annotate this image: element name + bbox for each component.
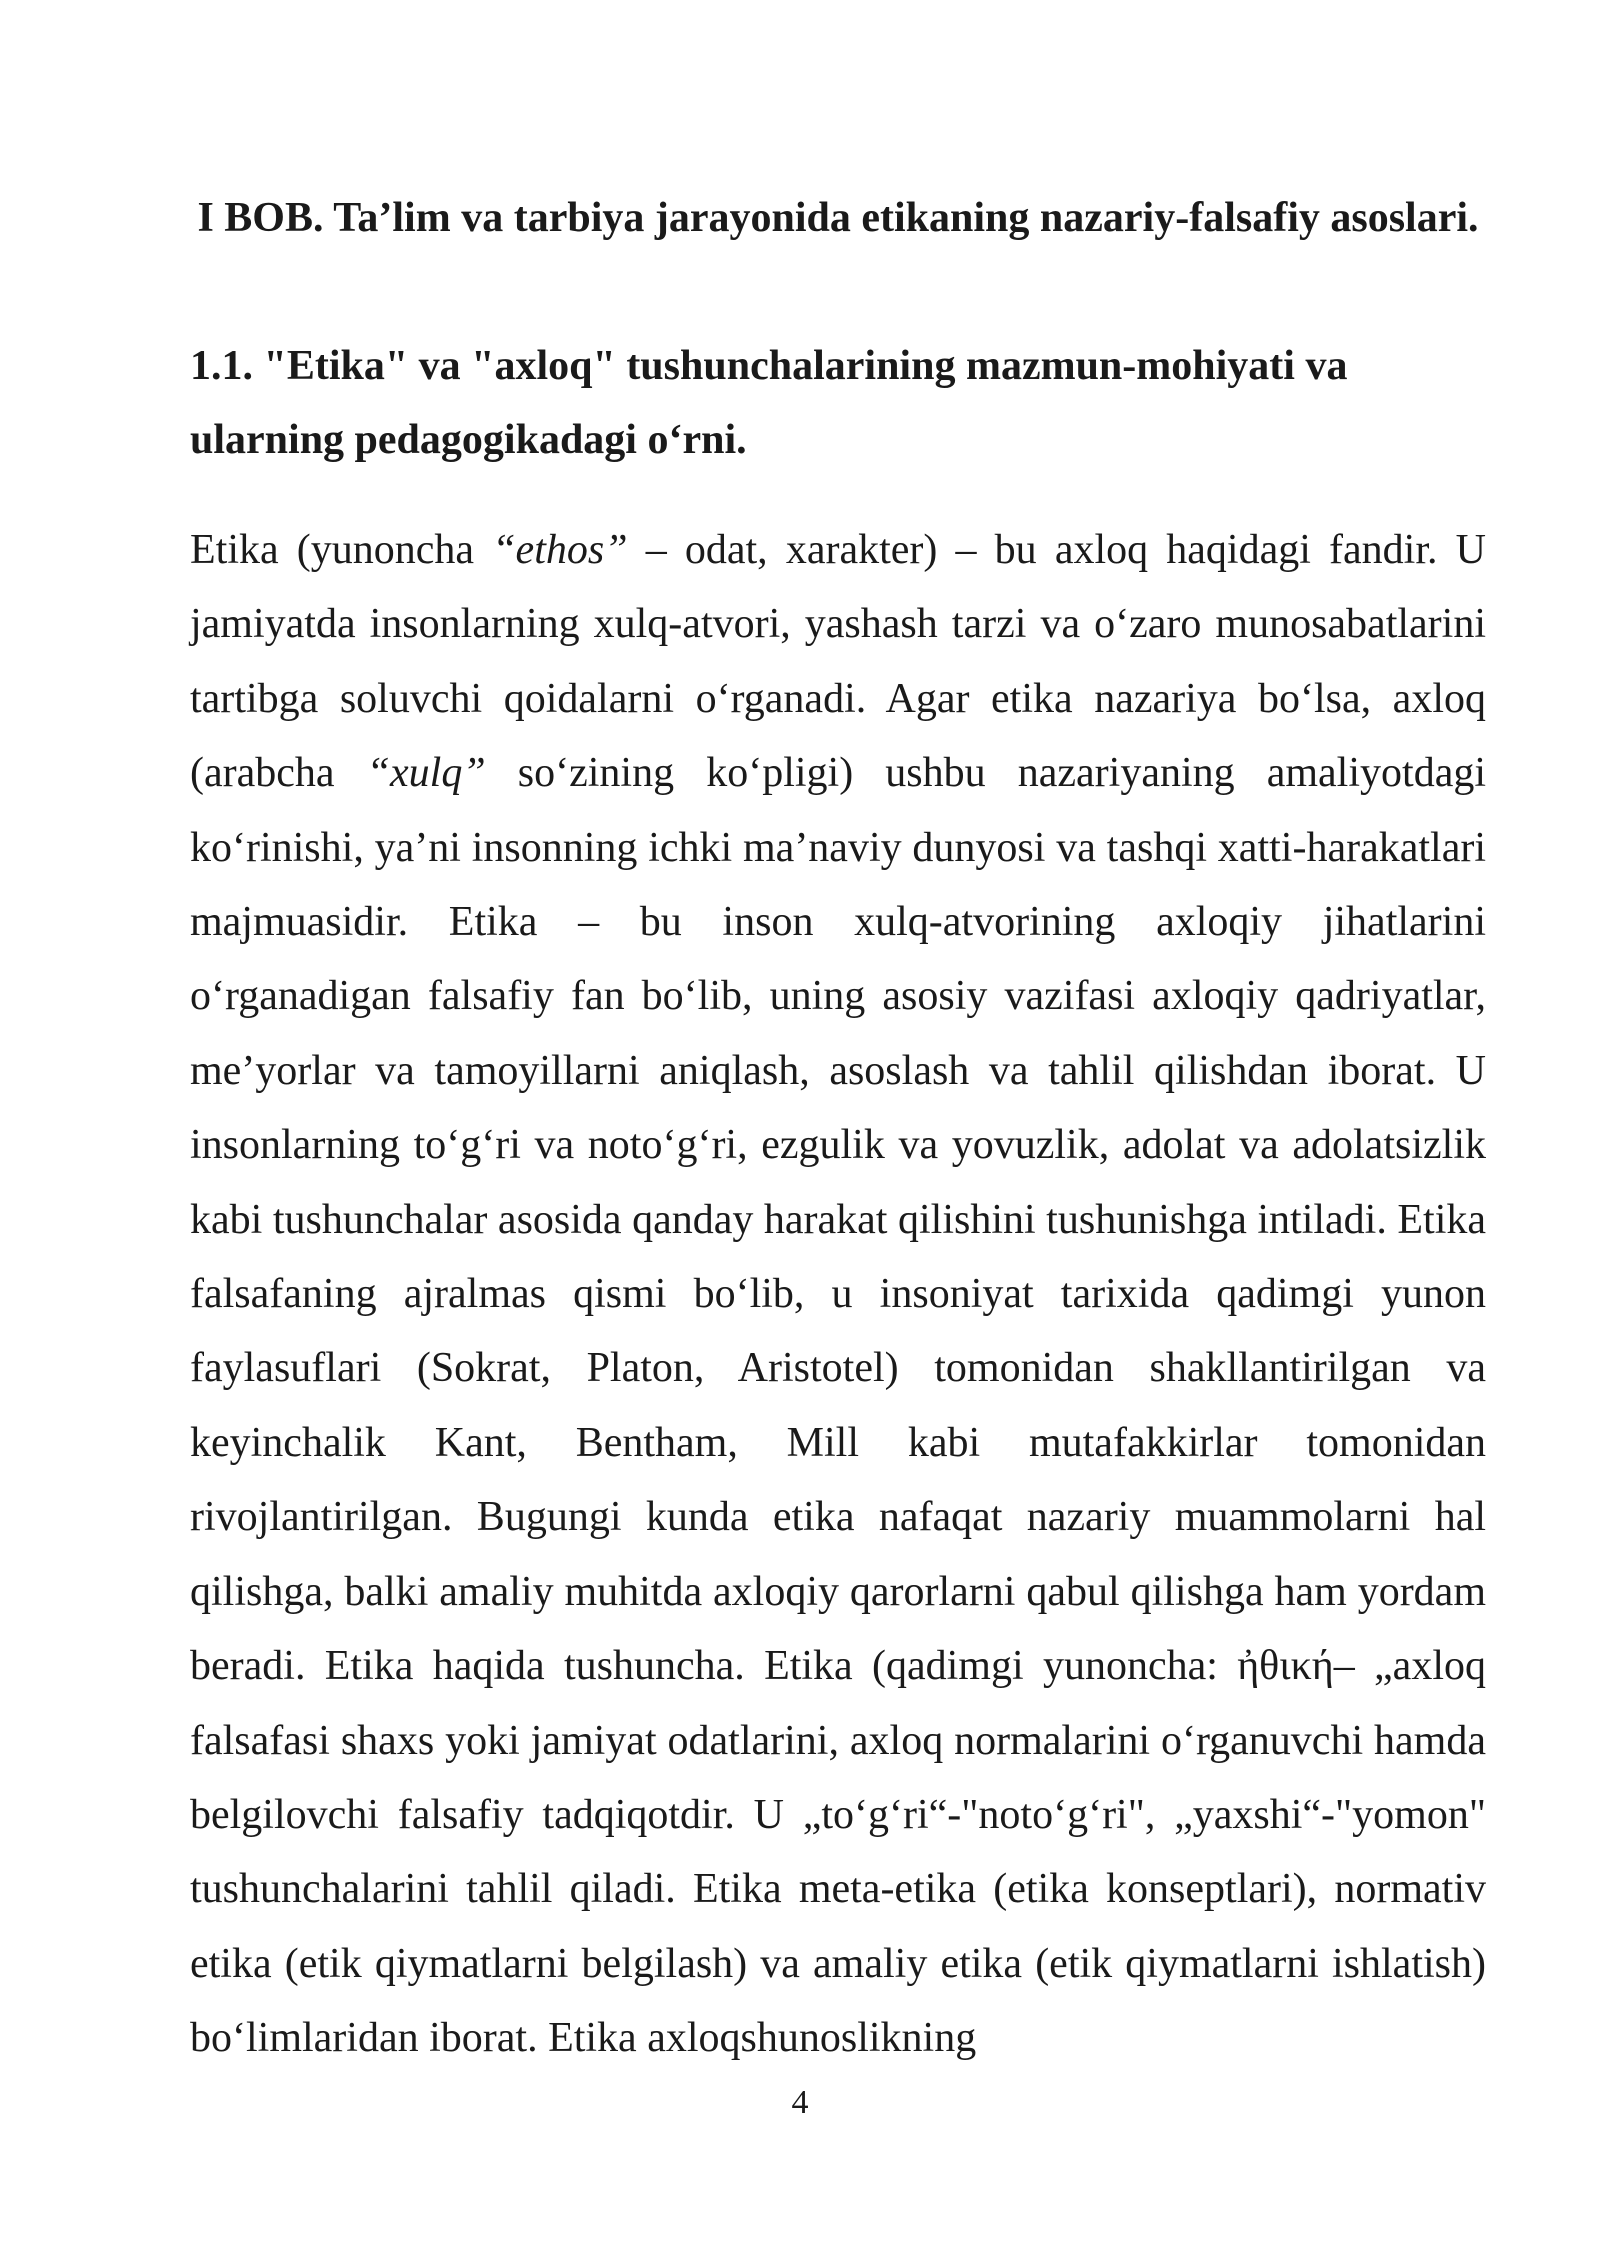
page-number: 4 <box>791 2084 809 2121</box>
body-paragraph <box>190 513 1486 2076</box>
paragraph-text-2: – odat, xarakter) – bu axloq haqidagi fandir. U jamiyatda insonlarning xulq-atvori, yashash tarzi va o‘zaro munosabatlarini tartibga soluvchi qoidalarni o‘rganadi. Agar etika nazariya bo‘lsa, axloq (arabcha <box>190 527 1486 797</box>
chapter-title: I BOB. Ta’lim va tarbiya jarayonida etikaning nazariy-falsafiy asoslari. <box>197 195 1479 241</box>
paragraph-text-3: so‘zining ko‘pligi) ushbu nazariyaning amaliyotdagi ko‘rinishi, ya’ni insonning ichki ma’naviy dunyosi va tashqi xatti-harakatlari majmuasidir. Etika – bu inson xulq-atvorining axloqiy jihatlarini o‘rganadigan falsafiy fan bo‘lib, uning asosiy vazifasi axloqiy qadriyatlar, me’yorlar va tamoyillarni aniqlash, asoslash va tahlil qilishdan iborat. U insonlarning to‘g‘ri va noto‘g‘ri, ezgulik va yovuzlik, adolat va adolatsizlik kabi tushunchalar asosida qanday harakat qilishini tushunishga intiladi. Etika falsafaning ajralmas qismi bo‘lib, u insoniyat tarixida qadimgi yunon faylasuflari (Sokrat, Platon, Aristotel) tomonidan shakllantirilgan va keyinchalik Kant, Bentham, Mill kabi mutafakkirlar tomonidan rivojlantirilgan. Bugungi kunda etika nafaqat nazariy muammolarni hal qilishga, balki amaliy muhitda axloqiy qarorlarni qabul qilishga ham yordam beradi. Etika haqida tushuncha. Etika (qadimgi yunoncha: ἠθική– „axloq falsafasi shaxs yoki jamiyat odatlarini, axloq normalarini o‘rganuvchi hamda belgilovchi falsafiy tadqiqotdir. U „to‘g‘ri“-"noto‘g‘ri", „yaxshi“-"yomon" tushunchalarini tahlil qiladi. Etika meta-etika (etika konseptlari), normativ etika (etik qiymatlarni belgilash) va amaliy etika (etik qiymatlarni ishlatish) bo‘limlaridan iborat. Etika axloqshunoslikning <box>190 750 1487 2062</box>
section-title: 1.1. "Etika" va "axloq" tushunchalarining mazmun-mohiyati va ularning pedagogikadagi o‘rni. <box>190 343 1348 463</box>
paragraph-text-1: Etika (yunoncha <box>190 527 493 573</box>
term-ethos: “ethos” <box>492 527 628 573</box>
term-xulq: “xulq” <box>366 750 486 797</box>
